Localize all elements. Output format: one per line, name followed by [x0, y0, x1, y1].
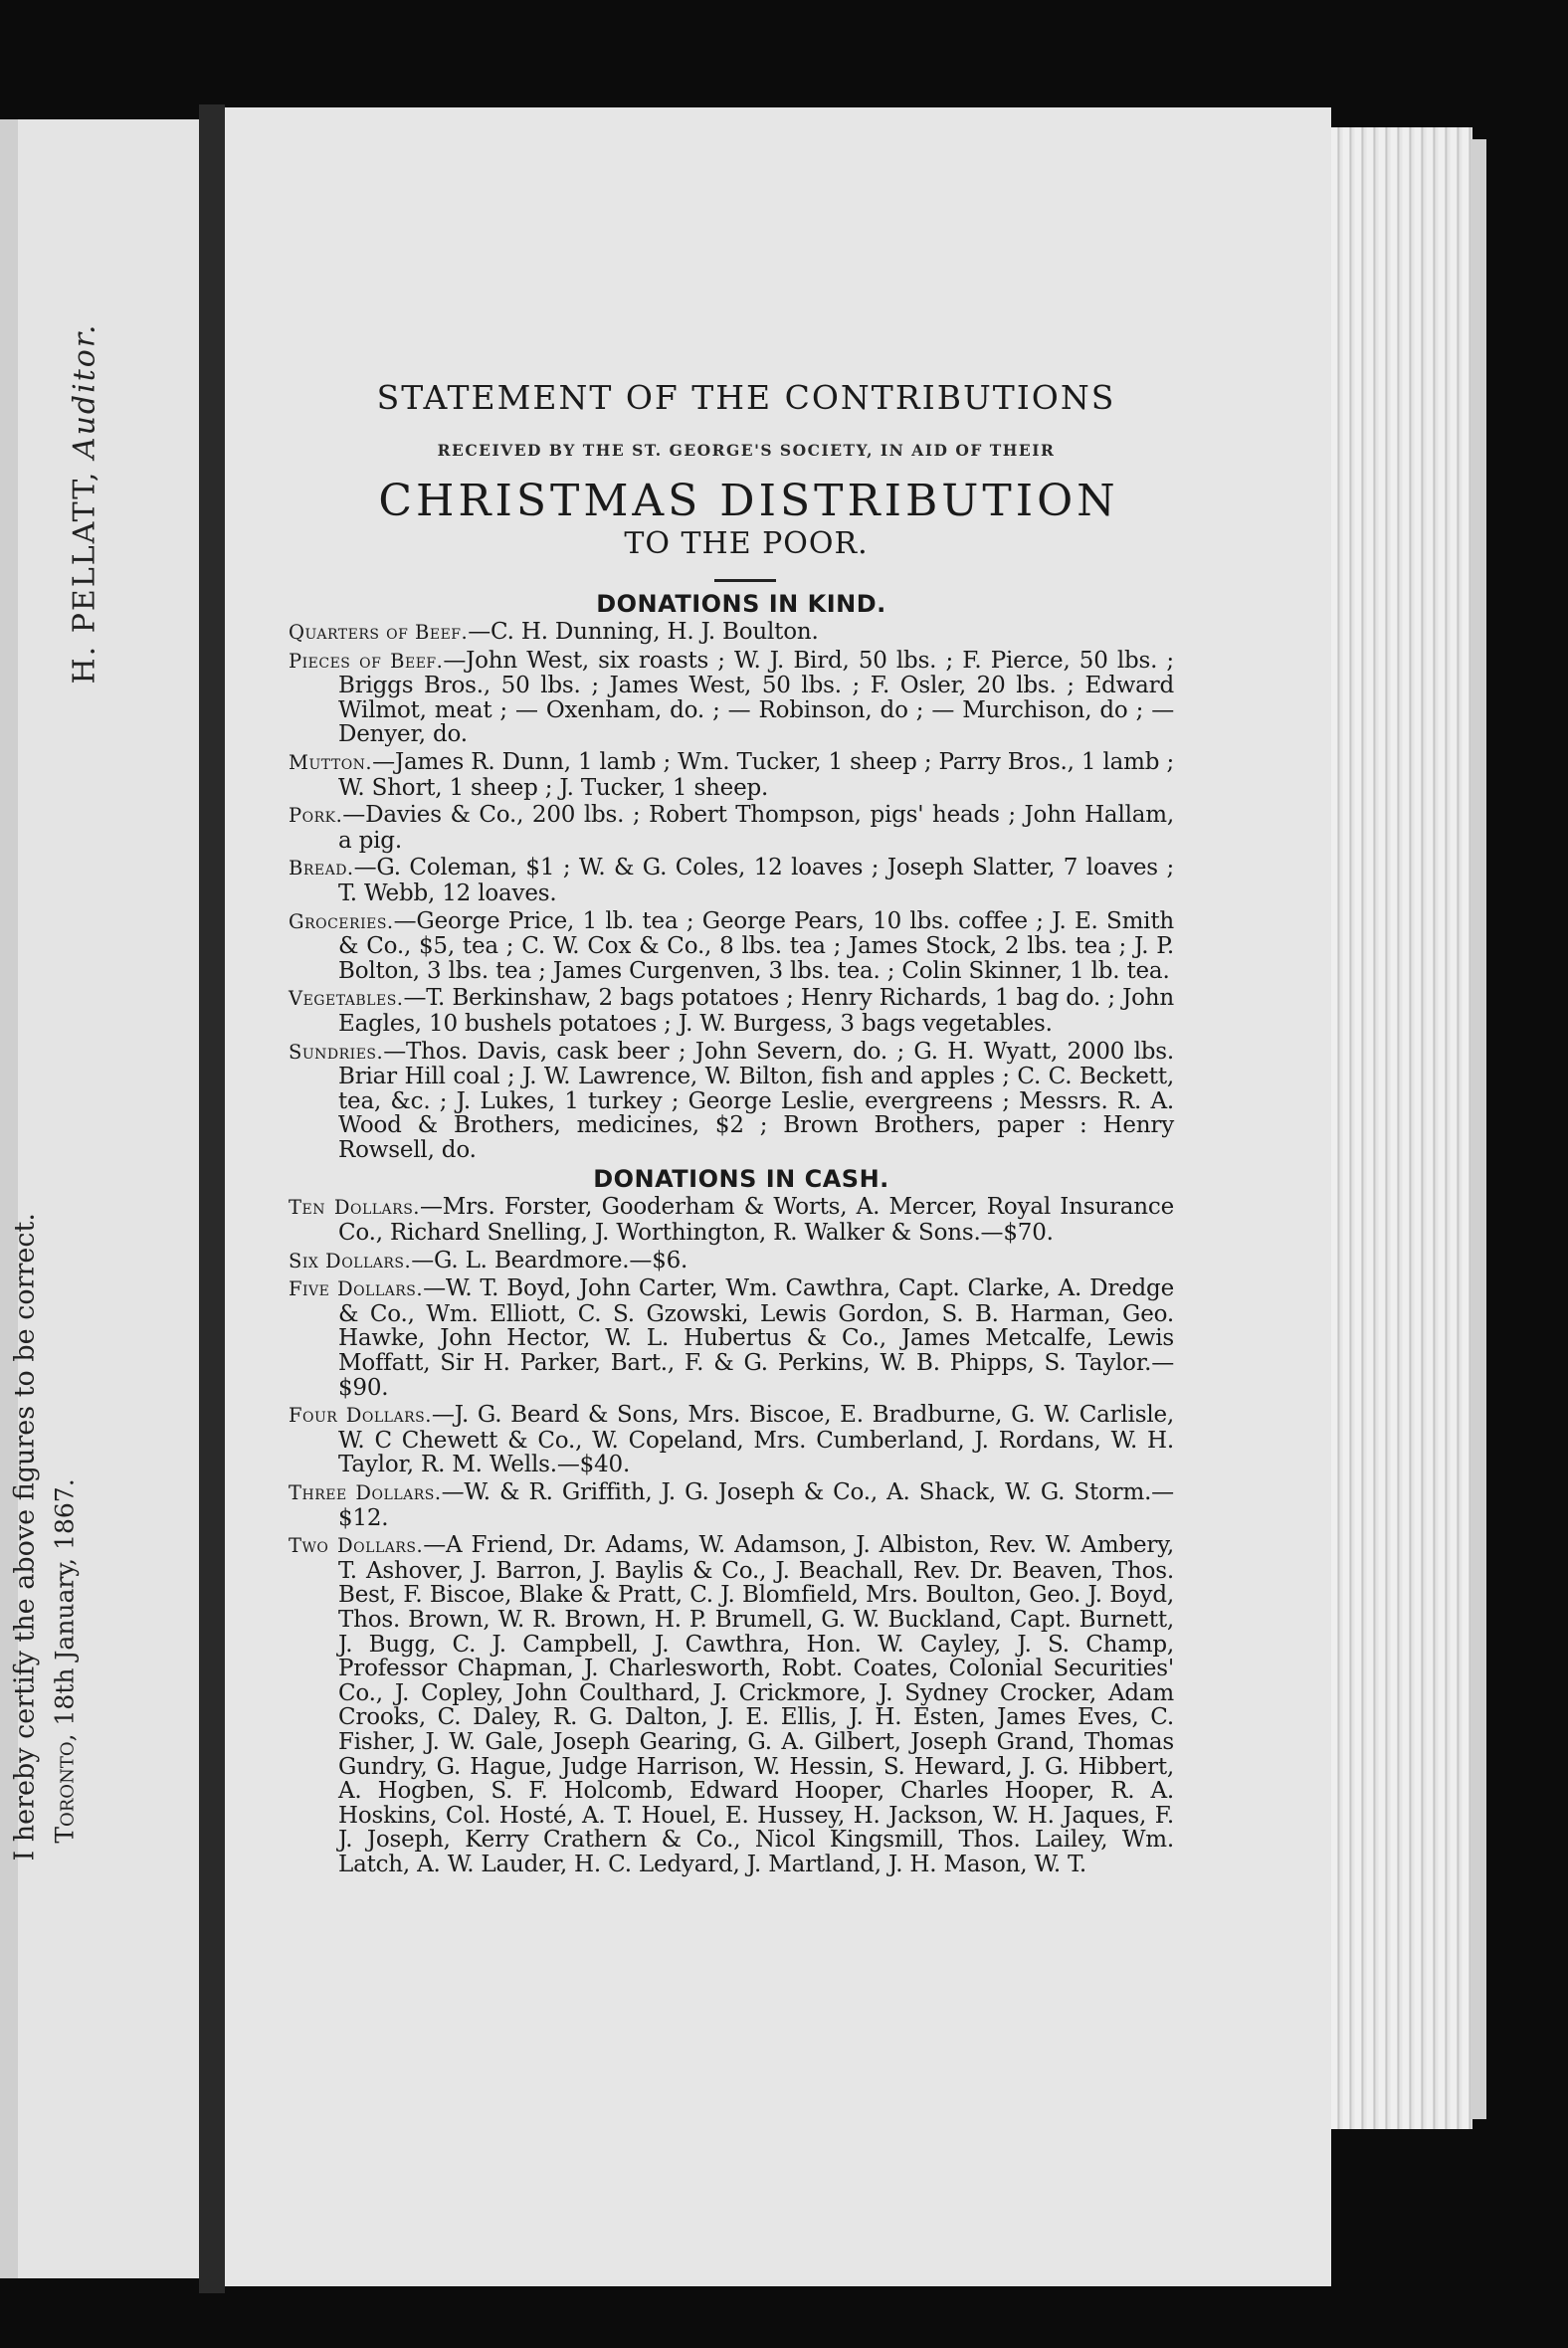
- kind-entry: [289, 986, 1174, 1036]
- page-edges-outer: [1470, 139, 1486, 2119]
- entry-text: —G. L. Beardmore.—$6.: [411, 1247, 688, 1273]
- date-place: Toronto,: [50, 1733, 80, 1844]
- subheadline: TO THE POOR.: [624, 526, 869, 561]
- entry-text: —John West, six roasts ; W. J. Bird, 50 lbs. ; F. Pierce, 50 lbs. ; Briggs Bros., 50 lbs. ; James West, 50 lbs. ; F. Osler, 20 lbs. ; Edward Wilmot, meat ; — Oxenham, do. ; — Robinson, do ; — Murchison, do ; — Denyer, do.: [338, 647, 1174, 748]
- page-subtitle: RECEIVED BY THE ST. GEORGE'S SOCIETY, IN AID OF THEIR: [437, 441, 1056, 460]
- kind-entry: [289, 1040, 1174, 1163]
- entry-text: —W. & R. Griffith, J. G. Joseph & Co., A. Shack, W. G. Storm.—$12.: [338, 1479, 1174, 1531]
- auditor-title: Auditor.: [67, 322, 102, 460]
- entry-category: Mutton.: [289, 750, 373, 774]
- page-title: STATEMENT OF THE CONTRIBUTIONS: [376, 378, 1116, 417]
- entry-category: Four Dollars.: [289, 1404, 432, 1428]
- entry-category: Pieces of Beef.: [289, 649, 444, 673]
- page-edges: [1331, 127, 1472, 2129]
- kind-entry: [289, 750, 1174, 800]
- entry-category: Sundries.: [289, 1040, 384, 1064]
- entry-text: —J. G. Beard & Sons, Mrs. Biscoe, E. Bradburne, G. W. Carlisle, W. C Chewett & Co., W. Copeland, Mrs. Cumberland, J. Rordans, W. H. Taylor, R. M. Wells.—$40.: [338, 1402, 1174, 1478]
- cash-entry: [289, 1403, 1174, 1477]
- cash-entry: [289, 1533, 1174, 1876]
- cash-entry: [289, 1195, 1174, 1245]
- entry-category: Groceries.: [289, 909, 394, 933]
- cash-list: [289, 1195, 1174, 1876]
- left-page-edge: [0, 119, 18, 2278]
- cash-entry: [289, 1276, 1174, 1400]
- entry-text: —George Price, 1 lb. tea ; George Pears, 10 lbs. coffee ; J. E. Smith & Co., $5, tea ; C. W. Cox & Co., 8 lbs. tea ; James Stock, 2 lbs. tea ; J. P. Bolton, 3 lbs. tea ; James Curgenven, 3 lbs. tea. ; Colin Skinner, 1 lb. tea.: [338, 907, 1174, 984]
- kind-entry: [289, 909, 1174, 984]
- entry-category: Two Dollars.: [289, 1534, 424, 1558]
- kind-entry: [289, 620, 1174, 646]
- date-value: 18th January, 1867.: [50, 1478, 80, 1726]
- entry-text: —Mrs. Forster, Gooderham & Worts, A. Mercer, Royal Insurance Co., Richard Snelling, J. Worthington, R. Walker & Sons.—$70.: [338, 1194, 1174, 1247]
- kind-entry: [289, 803, 1174, 853]
- certification-date: [51, 1413, 80, 1910]
- entry-category: Quarters of Beef.: [289, 621, 469, 644]
- kind-list: [289, 620, 1174, 1162]
- kind-entry: [289, 856, 1174, 905]
- headline: CHRISTMAS DISTRIBUTION: [378, 476, 1119, 526]
- entry-category: Bread.: [289, 857, 354, 880]
- entry-category: Three Dollars.: [289, 1481, 442, 1504]
- certification-text: I hereby certify the above figures to be correct.: [9, 1213, 41, 1861]
- donations-in-cash-heading: DONATIONS IN CASH.: [593, 1165, 889, 1194]
- entry-category: Six Dollars.: [289, 1249, 412, 1272]
- book-spine: [199, 104, 225, 2293]
- entry-text: —A Friend, Dr. Adams, W. Adamson, J. Albiston, Rev. W. Ambery, T. Ashover, J. Barron, J. Baylis & Co., J. Beachall, Rev. Dr. Beaven, Thos. Best, F. Biscoe, Blake & Pratt, C. J. Blomfield, Mrs. Boulton, Geo. J. Boyd, Thos. Brown, W. R. Brown, H. P. Brumell, G. W. Buckland, Capt. Burnett, J. Bugg, C. J. Campbell, J. Cawthra, Hon. W. Cayley, J. S. Champ, Professor Chapman, J. Charlesworth, Robt. Coates, Colonial Securities' Co., J. Copley, John Coulthard, J. Crickmore, J. Sydney Crocker, Adam Crooks, C. Daley, R. G. Dalton, J. E. Ellis, J. H. Esten, James Eves, C. Fisher, J. W. Gale, Joseph Gearing, G. A. Gilbert, Joseph Grand, Thomas Gundry, G. Hague, Judge Harrison, W. Hessin, S. Heward, J. G. Hibbert, A. Hogben, S. F. Holcomb, Edward Hooper, Charles Hooper, R. A. Hoskins, Col. Hosté, A. T. Houel, E. Hussey, H. Jackson, W. H. Jaques, F. J. Joseph, Kerry Crathern & Co., Nicol Kingsmill, Thos. Lailey, Wm. Latch, A. W. Lauder, H. C. Ledyard, J. Martland, J. H. Mason, W. T.: [338, 1532, 1175, 1877]
- entry-text: —G. Coleman, $1 ; W. & G. Coles, 12 loaves ; Joseph Slatter, 7 loaves ; T. Webb, 12 loaves.: [338, 855, 1174, 906]
- entry-text: —W. T. Boyd, John Carter, Wm. Cawthra, Capt. Clarke, A. Dredge & Co., Wm. Elliott, C. S. Gzowski, Lewis Gordon, S. B. Harman, Geo. Hawke, John Hector, W. L. Hubertus & Co., James Metcalfe, Lewis Moffatt, Sir H. Parker, Bart., F. & G. Perkins, W. B. Phipps, S. Taylor.—$90.: [338, 1275, 1174, 1401]
- title-rule: [714, 579, 776, 582]
- auditor-name: H. PELLATT,: [67, 470, 102, 685]
- entry-category: Ten Dollars.: [289, 1196, 420, 1220]
- entry-text: —Davies & Co., 200 lbs. ; Robert Thompson, pigs' heads ; John Hallam, a pig.: [338, 802, 1174, 854]
- cash-entry: [289, 1480, 1174, 1530]
- entry-category: Pork.: [289, 804, 343, 828]
- entry-category: Five Dollars.: [289, 1277, 424, 1301]
- entry-text: —Thos. Davis, cask beer ; John Severn, do. ; G. H. Wyatt, 2000 lbs. Briar Hill coal ; J. W. Lawrence, W. Bilton, fish and apples ; C. C. Beckett, tea, &c. ; J. Lukes, 1 turkey ; George Leslie, evergreens ; Messrs. R. A. Wood & Brothers, medicines, $2 ; Brown Brothers, paper : Henry Rowsell, do.: [338, 1038, 1174, 1163]
- entry-text: —James R. Dunn, 1 lamb ; Wm. Tucker, 1 sheep ; Parry Bros., 1 lamb ; W. Short, 1 sheep ; J. Tucker, 1 sheep.: [338, 748, 1174, 801]
- entry-text: —T. Berkinshaw, 2 bags potatoes ; Henry Richards, 1 bag do. ; John Eagles, 10 bushels potatoes ; J. W. Burgess, 3 bags vegetables.: [338, 985, 1174, 1037]
- cash-entry: [289, 1249, 1174, 1274]
- statement-content: [289, 378, 1174, 1880]
- auditor-signature: [67, 322, 102, 685]
- kind-entry: [289, 649, 1174, 747]
- entry-text: —C. H. Dunning, H. J. Boulton.: [468, 619, 819, 645]
- entry-category: Vegetables.: [289, 987, 404, 1011]
- donations-in-kind-heading: DONATIONS IN KIND.: [596, 590, 886, 618]
